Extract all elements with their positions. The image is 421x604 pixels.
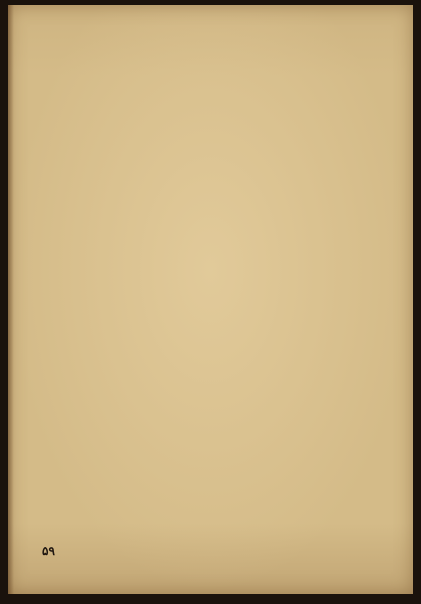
paragraph-5 [70, 131, 375, 149]
paragraph-3 [70, 83, 375, 101]
paragraph-4 [70, 107, 375, 125]
paragraph-1 [70, 35, 375, 53]
page-number: ۵۹ [42, 544, 55, 558]
body-text [70, 35, 375, 548]
paragraph-2 [70, 59, 375, 77]
book-page [8, 5, 413, 594]
page-edge-shadow [8, 5, 14, 594]
